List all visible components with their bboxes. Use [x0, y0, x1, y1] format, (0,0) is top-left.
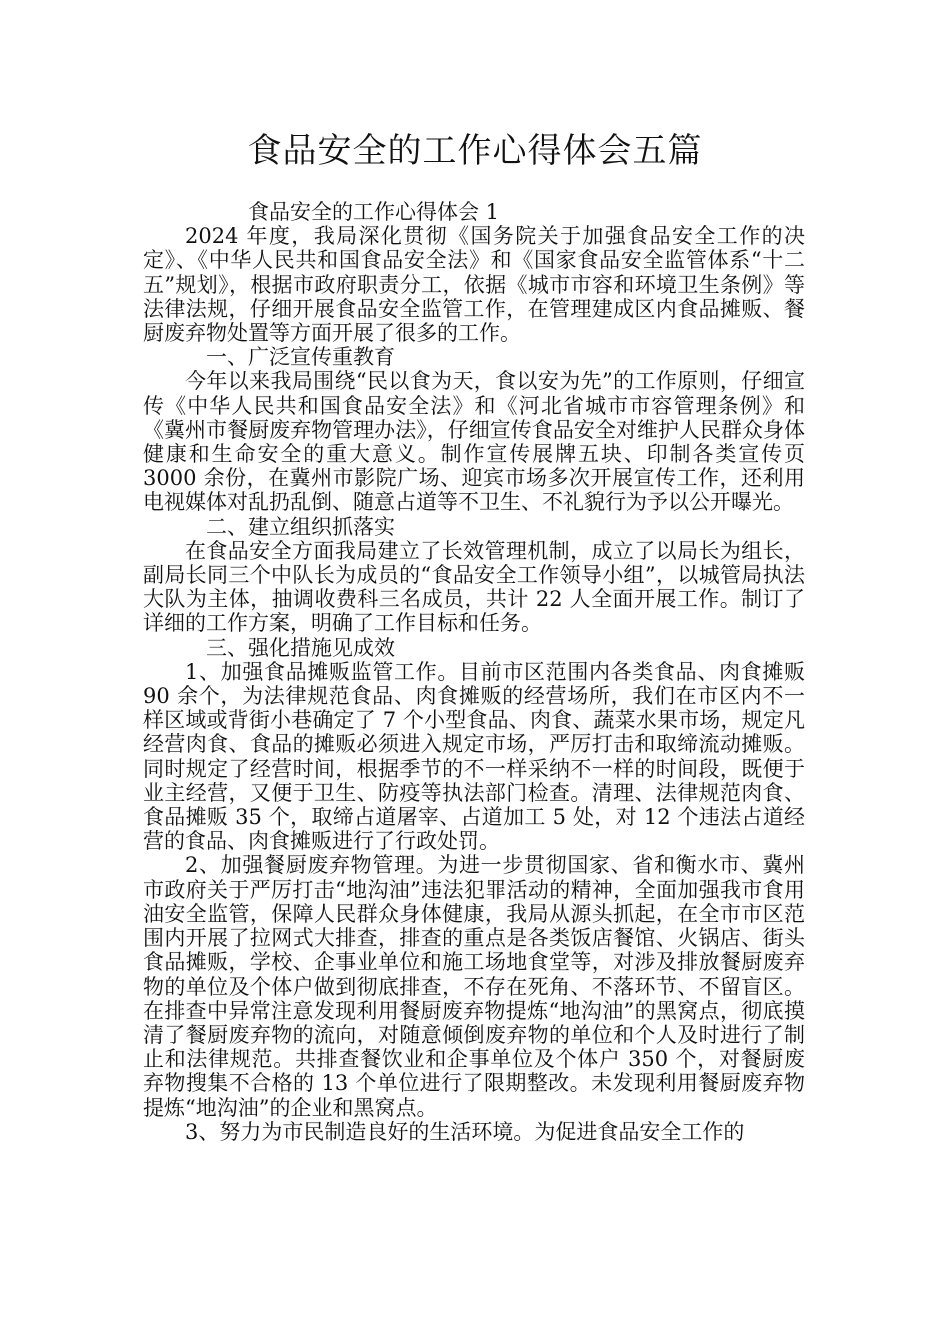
section-heading-3: 三、强化措施见成效	[206, 635, 395, 660]
paragraph-vendor-supervision: 1、加强食品摊贩监管工作。目前市区范围内各类食品、肉食摊贩 90 余个，为法律规范食品、肉食摊贩的经营场所，我们在市区内不一样区域或背街小巷确定了 7 个小型食品、肉食、蔬菜水果市场，规定凡经营肉食、食品的摊贩必须进入规定市场，严厉打击和取缔流动摊贩。同时规定了经营时间，根据季节的不一样采纳不一样的时间段，既便于业主经营，又便于卫生、防疫等执法部门检查。清理、法律规范肉食、食品摊贩 35 个，取缔占道屠宰、占道加工 5 处，对 12 个违法占道经营的食品、肉食摊贩进行了行政处罚。	[143, 659, 805, 854]
paragraph-living-environment: 3、努力为市民制造良好的生活环境。为促进食品安全工作的	[185, 1119, 745, 1144]
document-title: 食品安全的工作心得体会五篇	[247, 131, 703, 171]
section-heading-1: 一、广泛宣传重教育	[206, 345, 395, 370]
paragraph-publicity: 今年以来我局围绕“民以食为天，食以安为先”的工作原则，仔细宣传《中华人民共和国食品安全法》和《河北省城市市容管理条例》和《冀州市餐厨废弃物管理办法》，仔细宣传食品安全对维护人民群众身体健康和生命安全的重大意义。制作宣传展牌五块、印制各类宣传页 3000 余份，在冀州市影院广场、迎宾市场多次开展宣传工作，还利用电视媒体对乱扔乱倒、随意占道等不卫生、不礼貌行为予以公开曝光。	[143, 369, 805, 515]
paragraph-intro: 2024 年度，我局深化贯彻《国务院关于加强食品安全工作的决定》、《中华人民共和国食品安全法》和《国家食品安全监管体系“十二五”规划》，根据市政府职责分工，依据《城市市容和环境卫生条例》等法律法规，仔细开展食品安全监管工作，在管理建成区内食品摊贩、餐厨废弃物处置等方面开展了很多的工作。	[143, 224, 805, 346]
section-heading-2: 二、建立组织抓落实	[206, 514, 395, 539]
section-subtitle: 食品安全的工作心得体会 1	[248, 200, 500, 224]
paragraph-organization: 在食品安全方面我局建立了长效管理机制，成立了以局长为组长，副局长同三个中队长为成员的“食品安全工作领导小组”，以城管局执法大队为主体，抽调收费科三名成员，共计 22 人全面开展工作。制订了详细的工作方案，明确了工作目标和任务。	[143, 538, 805, 636]
document-body	[143, 200, 805, 1144]
paragraph-kitchen-waste: 2、加强餐厨废弃物管理。为进一步贯彻国家、省和衡水市、冀州市政府关于严厉打击“地沟油”违法犯罪活动的精神，全面加强我市食用油安全监管，保障人民群众身体健康，我局从源头抓起，在全市市区范围内开展了拉网式大排查，排查的重点是各类饭店餐馆、火锅店、街头食品摊贩，学校、企事业单位和施工场地食堂等，对涉及排放餐厨废弃物的单位及个体户做到彻底排查，不存在死角、不落环节、不留盲区。在排查中异常注意发现利用餐厨废弃物提炼“地沟油”的黑窝点，彻底摸清了餐厨废弃物的流向，对随意倾倒废弃物的单位和个人及时进行了制止和法律规范。共排查餐饮业和企事单位及个体户 350 个，对餐厨废弃物搜集不合格的 13 个单位进行了限期整改。未发现利用餐厨废弃物提炼“地沟油”的企业和黑窝点。	[143, 853, 805, 1120]
